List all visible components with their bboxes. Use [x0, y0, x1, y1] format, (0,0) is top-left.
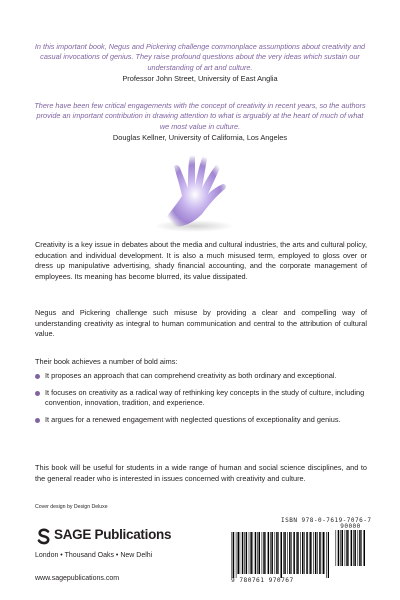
barcode-addon-bars: [335, 530, 366, 570]
barcode-bar: [242, 532, 244, 574]
barcode-bar: [233, 532, 235, 578]
barcode-bar: [358, 530, 359, 566]
barcode-bar: [361, 530, 362, 566]
barcode-digits: 9 780761 970767: [231, 577, 294, 584]
barcode-bar: [317, 532, 318, 574]
bullet-icon: [35, 374, 40, 379]
barcode-bar: [297, 532, 299, 574]
aim-text: It focuses on creativity as a radical way of rethinking key concepts in the study of culture, including convention, innovation, tradition, and experience.: [45, 387, 365, 408]
barcode-addon-number: 90000: [340, 523, 361, 530]
barcode-bar: [275, 532, 276, 574]
publisher-logo: [35, 526, 195, 546]
bullet-icon: [35, 391, 40, 396]
glowing-hand-icon: [146, 150, 246, 234]
bullet-icon: [35, 418, 40, 423]
barcode-bar: [345, 530, 346, 566]
barcode-bar: [354, 530, 356, 566]
barcode-bar: [323, 532, 325, 574]
aim-text: It proposes an approach that can comprehend creativity as both ordinary and exceptional.: [45, 371, 337, 380]
barcode-bar: [296, 532, 297, 574]
publisher-cities: London • Thousand Oaks • New Delhi: [35, 552, 153, 559]
quote-attribution: Professor John Street, University of East Anglia: [122, 74, 278, 84]
barcode-bar: [351, 530, 353, 566]
barcode-bar: [270, 532, 271, 574]
barcode-bar: [278, 532, 279, 574]
barcode-bar: [306, 532, 308, 574]
barcode-bar: [310, 532, 312, 574]
quote-text: There have been few critical engagements with the concept of creativity in recent years, so the authors provide an important contribution in drawing attention to what is arguably at the heart of much of what we most value in culture.: [34, 101, 366, 131]
barcode-bar: [322, 532, 323, 574]
barcode-bar: [336, 530, 337, 566]
barcode-bar: [359, 530, 361, 566]
barcode-bar: [246, 532, 248, 574]
barcode-bar: [342, 530, 344, 566]
barcode-bar: [238, 532, 240, 574]
barcode-bar: [340, 530, 341, 566]
barcode-bar: [353, 530, 354, 566]
barcode-bar: [255, 532, 257, 574]
barcode-bar: [268, 532, 270, 574]
barcode-bar: [326, 532, 327, 578]
barcode-bar: [304, 532, 305, 574]
barcode-bar: [262, 532, 263, 574]
aims-list: [35, 371, 367, 431]
barcode-bar: [293, 532, 295, 574]
barcode-bar: [244, 532, 245, 574]
barcode-bar: [259, 532, 261, 574]
barcode-bar: [300, 532, 301, 574]
audience-paragraph: This book will be useful for students in a wide range of human and social science disciplines, and to the general reader who is interested in issues concerned with creativity and culture.: [35, 463, 367, 483]
barcode-bar: [348, 530, 349, 566]
barcode-bar: [257, 532, 258, 574]
aim-text: It argues for a renewed engagement with neglected questions of exceptionality and genius.: [45, 414, 341, 424]
barcode-bar: [236, 532, 237, 578]
barcode-bar: [309, 532, 310, 574]
barcode-bar: [319, 532, 321, 574]
barcode-bar: [271, 532, 273, 574]
barcode-bar: [302, 532, 304, 574]
barcode-bar: [281, 532, 283, 578]
barcode-bar: [276, 532, 278, 574]
barcode: [231, 525, 366, 585]
quote-text: In this important book, Negus and Pickering challenge commonplace assumptions about creativity and casual invocations of genius. They raise profound questions about the very ideas which sustain our understanding of art and culture.: [34, 42, 366, 72]
barcode-bar: [265, 532, 266, 574]
list-item: [35, 415, 367, 426]
barcode-bar: [338, 530, 340, 566]
barcode-bar: [291, 532, 292, 574]
barcode-bar: [284, 532, 286, 574]
barcode-bar: [250, 532, 252, 574]
barcode-bar: [249, 532, 250, 574]
list-item: [35, 388, 367, 409]
sage-logo-icon: [35, 527, 53, 545]
quote-street: [34, 42, 366, 84]
publisher-name: SAGE Publications: [54, 527, 172, 542]
quote-kellner: [34, 101, 366, 143]
barcode-bar: [364, 530, 366, 566]
barcode-bar: [328, 532, 329, 578]
barcode-bar: [283, 532, 284, 574]
barcode-bar: [289, 532, 291, 574]
barcode-bar: [346, 530, 348, 566]
intro-paragraph: Creativity is a key issue in debates about the media and cultural industries, the arts and cultural policy, education and individual development. It is also a much misused term, employed to gloss over or dress up manipulative advertising, shady financial accounting, and the corporate management of employees. Its meaning has become blurred, its value dissipated.: [35, 240, 367, 281]
barcode-bar: [313, 532, 314, 574]
barcode-bar: [232, 532, 233, 578]
barcode-main-bars: [231, 532, 329, 578]
cover-credit: Cover design by Design Deluxe: [35, 504, 108, 510]
publisher-url: www.sagepublications.com: [35, 575, 120, 582]
barcode-bar: [315, 532, 317, 574]
challenge-paragraph: Negus and Pickering challenge such misuse by providing a clear and compelling way of understanding creativity as integral to human communication and central to the attribution of cultural value.: [35, 308, 367, 339]
barcode-bar: [287, 532, 288, 574]
list-item: [35, 371, 367, 382]
aims-heading: Their book achieves a number of bold aims:: [35, 357, 178, 366]
isbn-label: ISBN 978-0-7619-7076-7: [281, 517, 372, 524]
barcode-bar: [240, 532, 241, 574]
barcode-bar: [253, 532, 254, 574]
barcode-bar: [263, 532, 265, 574]
quote-attribution: Douglas Kellner, University of California, Los Angeles: [112, 133, 288, 143]
